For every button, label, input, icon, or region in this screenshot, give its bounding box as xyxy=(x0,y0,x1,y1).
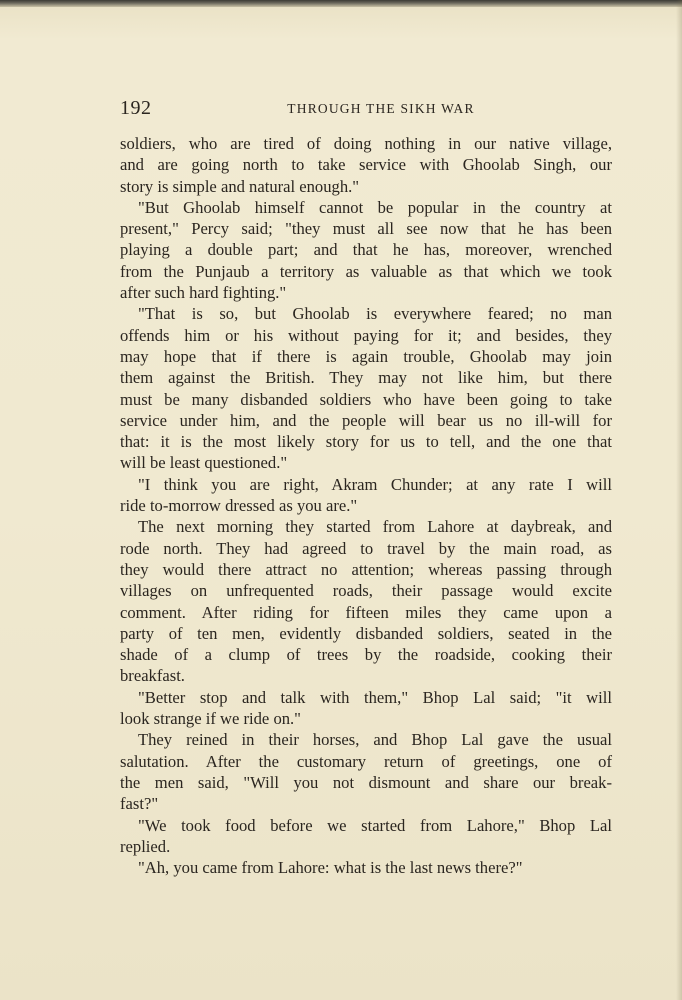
page-right-edge xyxy=(676,0,682,1000)
text-line: may hope that if there is again trouble, Ghoolab may join xyxy=(120,346,612,366)
text-line: rode north. They had agreed to travel by the main road, as xyxy=(120,538,612,558)
text-line: "Better stop and talk with them," Bhop Lal said; "it will xyxy=(138,687,612,707)
text-line: They reined in their horses, and Bhop Lal gave the usual xyxy=(138,730,612,750)
page-number: 192 xyxy=(120,97,152,119)
text-line: fast?" xyxy=(120,794,159,814)
text-line: ride to-morrow dressed as you are." xyxy=(120,496,358,516)
page-header xyxy=(120,97,612,123)
running-title: THROUGH THE SIKH WAR xyxy=(287,101,475,116)
text-line: after such hard fighting." xyxy=(120,283,287,303)
text-line: villages on unfrequented roads, their passage would excite xyxy=(120,581,612,601)
text-line: from the Punjaub a territory as valuable as that which we took xyxy=(120,261,612,281)
text-line: party of ten men, evidently disbanded soldiers, seated in the xyxy=(120,623,612,643)
text-line: replied. xyxy=(120,836,171,856)
text-line: "We took food before we started from Lahore," Bhop Lal xyxy=(138,815,612,835)
text-line: "That is so, but Ghoolab is everywhere feared; no man xyxy=(138,304,612,324)
text-line: that: it is the most likely story for us to tell, and the one that xyxy=(120,432,612,452)
text-line: "I think you are right, Akram Chunder; at any rate I will xyxy=(138,474,612,494)
text-line: story is simple and natural enough." xyxy=(120,176,360,196)
text-line: salutation. After the customary return of greetings, one of xyxy=(120,751,612,771)
text-line: them against the British. They may not like him, but there xyxy=(120,368,612,388)
text-line: "Ah, you came from Lahore: what is the last news there?" xyxy=(138,858,523,878)
text-line: they would there attract no attention; whereas passing through xyxy=(120,559,612,579)
text-line: present," Percy said; "they must all see now that he has been xyxy=(120,219,612,239)
text-line: must be many disbanded soldiers who have been going to take xyxy=(120,389,612,409)
text-line: will be least questioned." xyxy=(120,453,288,473)
body-text xyxy=(120,133,612,878)
text-line: soldiers, who are tired of doing nothing in our native village, xyxy=(120,134,612,153)
page-top-edge xyxy=(0,0,682,7)
text-line: comment. After riding for fifteen miles they came upon a xyxy=(120,602,612,622)
text-line: The next morning they started from Lahore at daybreak, and xyxy=(138,517,612,537)
text-line: breakfast. xyxy=(120,666,185,686)
text-line: playing a double part; and that he has, moreover, wrenched xyxy=(120,240,612,260)
text-line: offends him or his without paying for it; and besides, they xyxy=(120,325,612,345)
text-line: shade of a clump of trees by the roadside, cooking their xyxy=(120,645,612,665)
text-line: service under him, and the people will bear us no ill-will for xyxy=(120,410,612,430)
text-line: the men said, "Will you not dismount and share our break- xyxy=(120,772,612,792)
text-line: look strange if we ride on." xyxy=(120,709,301,729)
text-line: and are going north to take service with Ghoolab Singh, our xyxy=(120,155,612,175)
text-line: "But Ghoolab himself cannot be popular in the country at xyxy=(138,197,612,217)
